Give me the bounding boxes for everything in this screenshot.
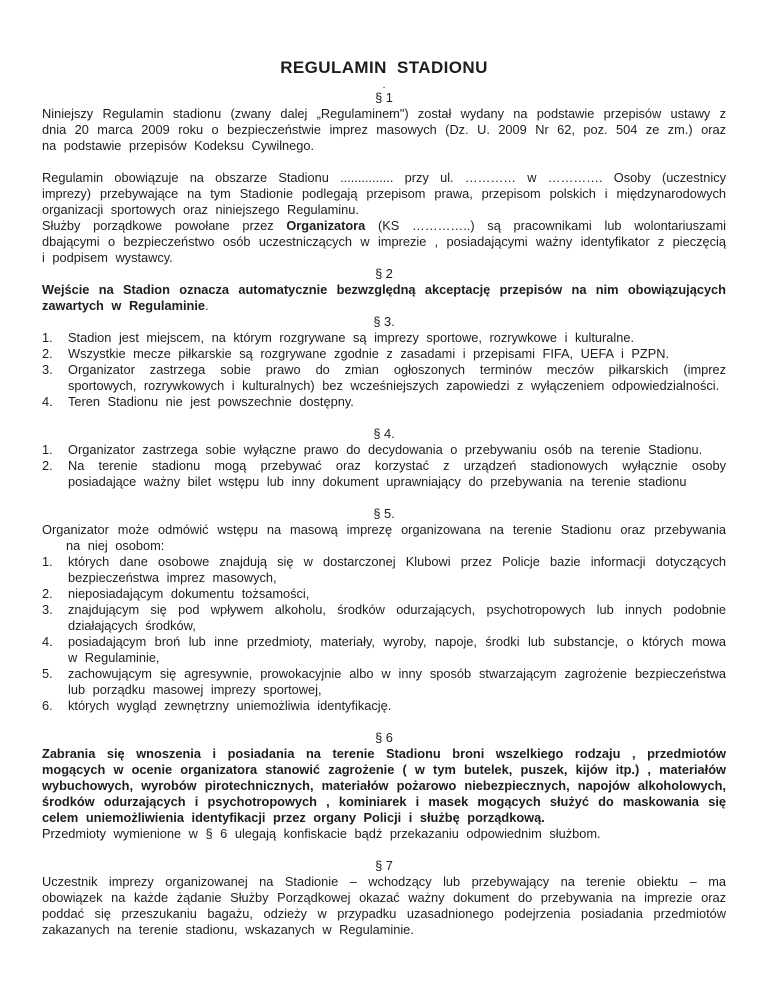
list-item-number: 4. bbox=[42, 634, 53, 649]
document-body bbox=[42, 80, 726, 938]
section-heading: § 2 bbox=[375, 266, 393, 281]
list-item-number: 3. bbox=[42, 362, 53, 377]
text-run: Uczestnik imprezy organizowanej na Stadionie – wchodzący lub przebywający na terenie obiektu – ma obowiązek na każde żądanie Służby Porządkowej okazać ważny dokument do przebywania na imprezie oraz poddać się przeszukaniu bagażu, odzieży w przypadku uzasadnionego podejrzenia posiadania przedmiotów zakazanych na terenie stadionu, wskazanych w Regulaminie. bbox=[42, 874, 726, 937]
numbered-list bbox=[42, 554, 726, 714]
section-heading: § 5. bbox=[373, 506, 395, 521]
list-item-text: Stadion jest miejscem, na którym rozgrywane są imprezy sportowe, rozrywkowe i kulturalne. bbox=[68, 330, 635, 345]
list-item-text: posiadającym broń lub inne przedmioty, materiały, wyroby, napoje, środki lub substancje, o których mowa w Regulaminie, bbox=[68, 634, 726, 665]
bold-text-run: Wejście na Stadion oznacza automatycznie bezwzględną akceptację przepisów na nim obowiązujących zawartych w Regulaminie bbox=[42, 282, 726, 313]
text-run: Służby porządkowe powołane przez bbox=[42, 218, 287, 233]
section-heading: § 6 bbox=[375, 730, 393, 745]
list-item-number: 4. bbox=[42, 394, 53, 409]
text-run: . bbox=[205, 298, 209, 313]
text-run: (KS …………..) są pracownikami lub wolontariuszami dbającymi o bezpieczeństwo osób uczestniczących w imprezie , posiadającymi ważny identyfikator z pieczęcią i podpisem wystawcy. bbox=[42, 218, 727, 265]
section-heading: § 4. bbox=[373, 426, 395, 441]
list-item-text: Organizator zastrzega sobie wyłączne prawo do decydowania o przebywaniu osób na terenie Stadionu. bbox=[68, 442, 703, 457]
list-item-text: których dane osobowe znajdują się w dostarczonej Klubowi przez Policje bazie informacji dotyczących bezpieczeństwa imprez masowych, bbox=[68, 554, 726, 585]
paragraph-spacer bbox=[42, 842, 726, 858]
list-item-text: nieposiadającym dokumentu tożsamości, bbox=[68, 586, 310, 601]
list-item bbox=[42, 666, 726, 698]
list-item bbox=[42, 586, 726, 602]
bold-text-run: Zabrania się wnoszenia i posiadania na terenie Stadionu broni wszelkiego rodzaju , przedmiotów mogących w ocenie organizatora stanowić zagrożenie ( w tym butelek, puszek, kijów itp.) , materiałów wybuchowych, wyrobów pirotechnicznych, materiałów pożarowo niebezpiecznych, napojów alkoholowych, środków odurzających i psychotropowych , kominiarek i masek mogących służyć do maskowania się celem uniemożliwienia identyfikacji przez organy Policji i służbę porządkową. bbox=[42, 746, 726, 825]
numbered-list bbox=[42, 330, 726, 410]
paragraph bbox=[42, 522, 726, 554]
list-item bbox=[42, 362, 726, 394]
document-title: REGULAMIN STADIONU bbox=[280, 58, 488, 77]
list-item-number: 2. bbox=[42, 346, 53, 361]
list-item-number: 3. bbox=[42, 602, 53, 617]
title-dot: . bbox=[382, 79, 386, 91]
list-item-text: znajdującym się pod wpływem alkoholu, środków odurzających, psychotropowych lub innych podobnie działających środków, bbox=[68, 602, 726, 633]
list-item bbox=[42, 458, 726, 490]
list-item bbox=[42, 602, 726, 634]
list-item-text: Na terenie stadionu mogą przebywać oraz korzystać z urządzeń stadionowych wyłącznie osoby posiadające ważny bilet wstępu lub inny dokument uprawniający do przebywania na terenie stadionu bbox=[68, 458, 726, 489]
text-run: Organizator może odmówić wstępu na masową imprezę organizowana na terenie Stadionu oraz przebywania na niej osobom: bbox=[42, 522, 726, 553]
text-run: Przedmioty wymienione w § 6 ulegają konfiskacie bądź przekazaniu odpowiednim służbom. bbox=[42, 826, 601, 841]
paragraph bbox=[42, 106, 726, 154]
paragraph bbox=[42, 746, 726, 826]
list-item-text: Teren Stadionu nie jest powszechnie dostępny. bbox=[68, 394, 354, 409]
text-run: Regulamin obowiązuje na obszarze Stadionu ............... przy ul. ………… w …………. Osoby (uczestnicy imprezy) przebywające na tym Stadionie podlegają przepisom prawa, przepisom polskich i międzynarodowych organizacji sportowych oraz niniejszego Regulaminu. bbox=[42, 170, 726, 217]
paragraph bbox=[42, 282, 726, 314]
list-item bbox=[42, 634, 726, 666]
list-item-number: 5. bbox=[42, 666, 53, 681]
list-item-number: 2. bbox=[42, 586, 53, 601]
list-item-number: 6. bbox=[42, 698, 53, 713]
section-heading: § 7 bbox=[375, 858, 393, 873]
paragraph-spacer bbox=[42, 154, 726, 170]
list-item-text: Organizator zastrzega sobie prawo do zmian ogłoszonych terminów meczów piłkarskich (imprez sportowych, rozrywkowych i kulturalnych) bez wcześniejszych zapowiedzi z wyłączeniem odpowiedzialności. bbox=[68, 362, 726, 393]
list-item-text: których wygląd zewnętrzny uniemożliwia identyfikację. bbox=[68, 698, 392, 713]
list-item-number: 2. bbox=[42, 458, 53, 473]
list-item-number: 1. bbox=[42, 554, 53, 569]
paragraph bbox=[42, 874, 726, 938]
paragraph-spacer bbox=[42, 490, 726, 506]
paragraph-spacer bbox=[42, 410, 726, 426]
list-item bbox=[42, 554, 726, 586]
list-item bbox=[42, 346, 726, 362]
list-item-text: zachowującym się agresywnie, prowokacyjnie albo w inny sposób stwarzającym zagrożenie bezpieczeństwa lub porządku masowej imprezy sportowej, bbox=[68, 666, 726, 697]
list-item-number: 1. bbox=[42, 330, 53, 345]
bold-text-run: Organizatora bbox=[286, 218, 366, 233]
paragraph bbox=[42, 170, 726, 218]
list-item-number: 1. bbox=[42, 442, 53, 457]
text-run: Niniejszy Regulamin stadionu (zwany dalej „Regulaminem") został wydany na podstawie przepisów ustawy z dnia 20 marca 2009 roku o bezpieczeństwie imprez masowych (Dz. U. 2009 Nr 62, poz. 504 ze zm.) oraz na podstawie przepisów Kodeksu Cywilnego. bbox=[42, 106, 726, 153]
list-item bbox=[42, 330, 726, 346]
list-item-text: Wszystkie mecze piłkarskie są rozgrywane zgodnie z zasadami i przepisami FIFA, UEFA i PZPN. bbox=[68, 346, 670, 361]
paragraph bbox=[42, 826, 726, 842]
list-item bbox=[42, 394, 726, 410]
section-heading: § 1 bbox=[375, 90, 393, 105]
paragraph bbox=[42, 218, 726, 266]
list-item bbox=[42, 698, 726, 714]
paragraph-spacer bbox=[42, 714, 726, 730]
section-heading: § 3. bbox=[373, 314, 395, 329]
list-item bbox=[42, 442, 726, 458]
numbered-list bbox=[42, 442, 726, 490]
